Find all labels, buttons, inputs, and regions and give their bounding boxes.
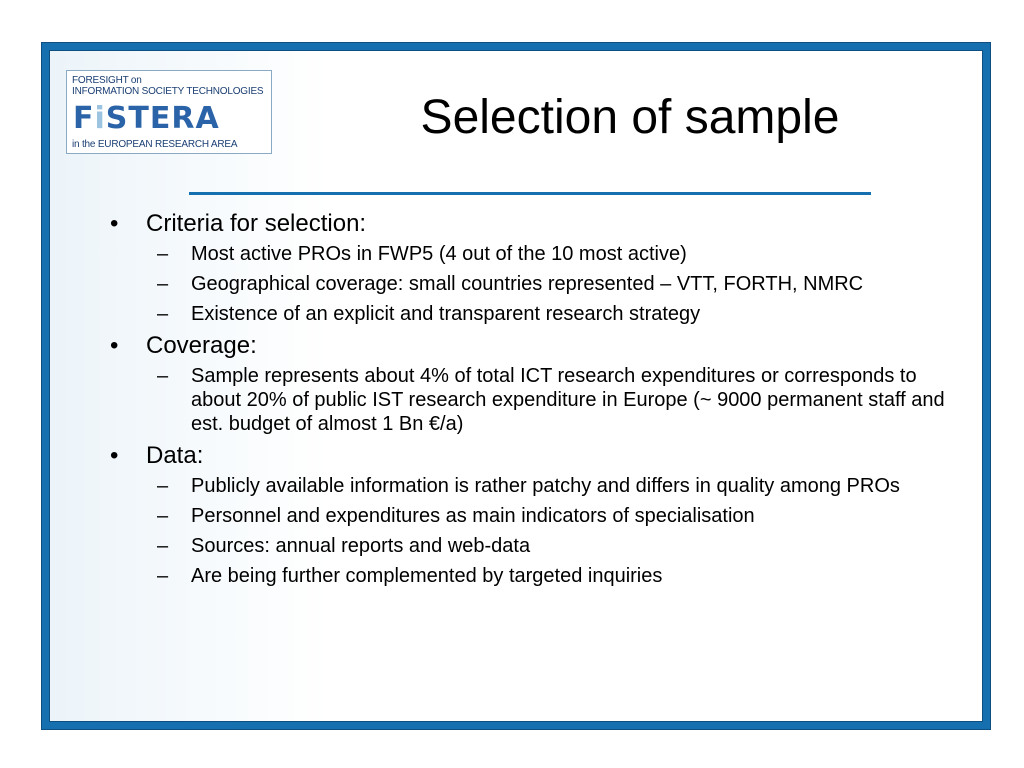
sub-bullet [110,504,961,528]
slide-content [110,210,970,594]
sub-bullet [110,302,961,326]
bullet-criteria-label: Criteria for selection: [146,210,367,237]
bullet-coverage [110,332,970,360]
sub-bullet-marker: – [157,475,169,497]
bullet-data-label: Data: [146,442,204,469]
sub-bullet-marker: – [157,565,169,587]
sub-bullet-marker: – [157,365,169,387]
sub-bullet [110,564,961,588]
sub-bullet [110,242,961,266]
sub-bullet-marker: – [157,273,169,295]
logo-word-part2: i [94,101,106,136]
sub-bullet-marker: – [157,505,169,527]
sub-bullet-marker: – [157,535,169,557]
sub-bullet-text: Publicly available information is rather patchy and differs in quality among PROs [191,475,900,497]
sub-bullet-marker: – [157,303,169,325]
sub-bullet [110,534,961,558]
slide-title: Selection of sample [420,91,840,144]
sub-bullet [110,364,971,436]
logo-line-foresight: FORESIGHT on [72,75,142,86]
title-underline [189,192,871,195]
logo-wordmark [73,102,220,136]
sub-bullet [110,474,961,498]
sub-bullet-text: Are being further complemented by targeted inquiries [191,565,663,587]
bullet-coverage-label: Coverage: [146,332,257,359]
sub-bullet-text: Sources: annual reports and web-data [191,535,531,557]
bullet-data [110,442,970,470]
bullet-criteria [110,210,970,238]
sub-bullet-text: Geographical coverage: small countries represented – VTT, FORTH, NMRC [191,273,864,295]
sub-bullet-text: Existence of an explicit and transparent research strategy [191,303,701,325]
sub-bullet-text: Most active PROs in FWP5 (4 out of the 10 most active) [191,243,687,265]
sub-bullet [110,272,891,296]
sub-bullet-text: Sample represents about 4% of total ICT research expenditures or corresponds to about 20% of public IST research expenditure in Europe (~ 9000 permanent staff and est. budget of almost 1 Bn €/a) [191,365,945,435]
logo-word-part3: STERA [105,101,220,136]
bullet-marker: • [110,332,119,359]
fistera-logo [66,70,272,154]
bullet-marker: • [110,210,119,237]
sub-bullet-marker: – [157,243,169,265]
logo-line-ist: INFORMATION SOCIETY TECHNOLOGIES [72,86,264,97]
bullet-marker: • [110,442,119,469]
sub-bullet-text: Personnel and expenditures as main indicators of specialisation [191,505,755,527]
logo-line-era: in the EUROPEAN RESEARCH AREA [72,139,238,150]
logo-word-part1: F [73,101,95,136]
